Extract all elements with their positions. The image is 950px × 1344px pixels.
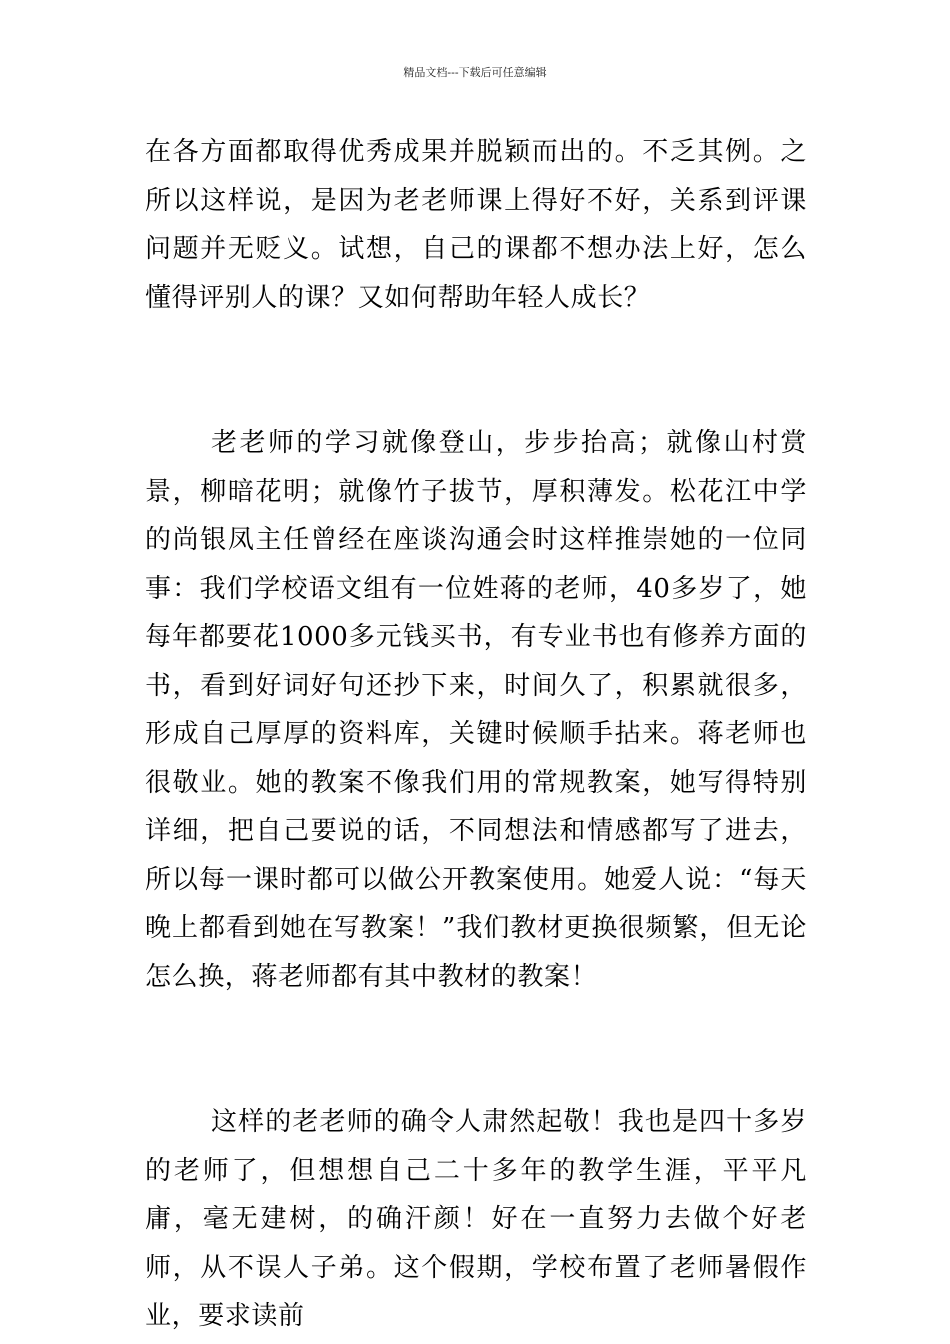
paragraph-spacer: [145, 1001, 807, 1098]
document-body: [145, 128, 807, 1341]
paragraph-2: 老老师的学习就像登山，步步抬高；就像山村赏景，柳暗花明；就像竹子拔节，厚积薄发。松花江中学的尚银凤主任曾经在座谈沟通会时这样推崇她的一位同事：我们学校语文组有一位姓蒋的老师，40多岁了，她每年都要花1000多元钱买书，有专业书也有修养方面的书，看到好词好句还抄下来，时间久了，积累就很多，形成自己厚厚的资料库，关键时候顺手拈来。蒋老师也很敬业。她的教案不像我们用的常规教案，她写得特别详细，把自己要说的话，不同想法和情感都写了进去，所以每一课时都可以做公开教案使用。她爱人说：“每天晚上都看到她在写教案！”我们教材更换很频繁，但无论怎么换，蒋老师都有其中教材的教案！: [145, 428, 807, 992]
paragraph-spacer: [145, 322, 807, 419]
paragraph-1: 在各方面都取得优秀成果并脱颖而出的。不乏其例。之所以这样说，是因为老老师课上得好不好，关系到评课问题并无贬义。试想，自己的课都不想办法上好，怎么懂得评别人的课？又如何帮助年轻人成长？: [145, 137, 807, 313]
paragraph-3: 这样的老老师的确令人肃然起敬！我也是四十多岁的老师了，但想想自己二十多年的教学生涯，平平凡庸，毫无建树，的确汗颜！好在一直努力去做个好老师，从不误人子弟。这个假期，学校布置了老师暑假作业，要求读前: [145, 1107, 807, 1331]
page-header: 精品文档---下载后可任意编辑: [403, 66, 547, 79]
